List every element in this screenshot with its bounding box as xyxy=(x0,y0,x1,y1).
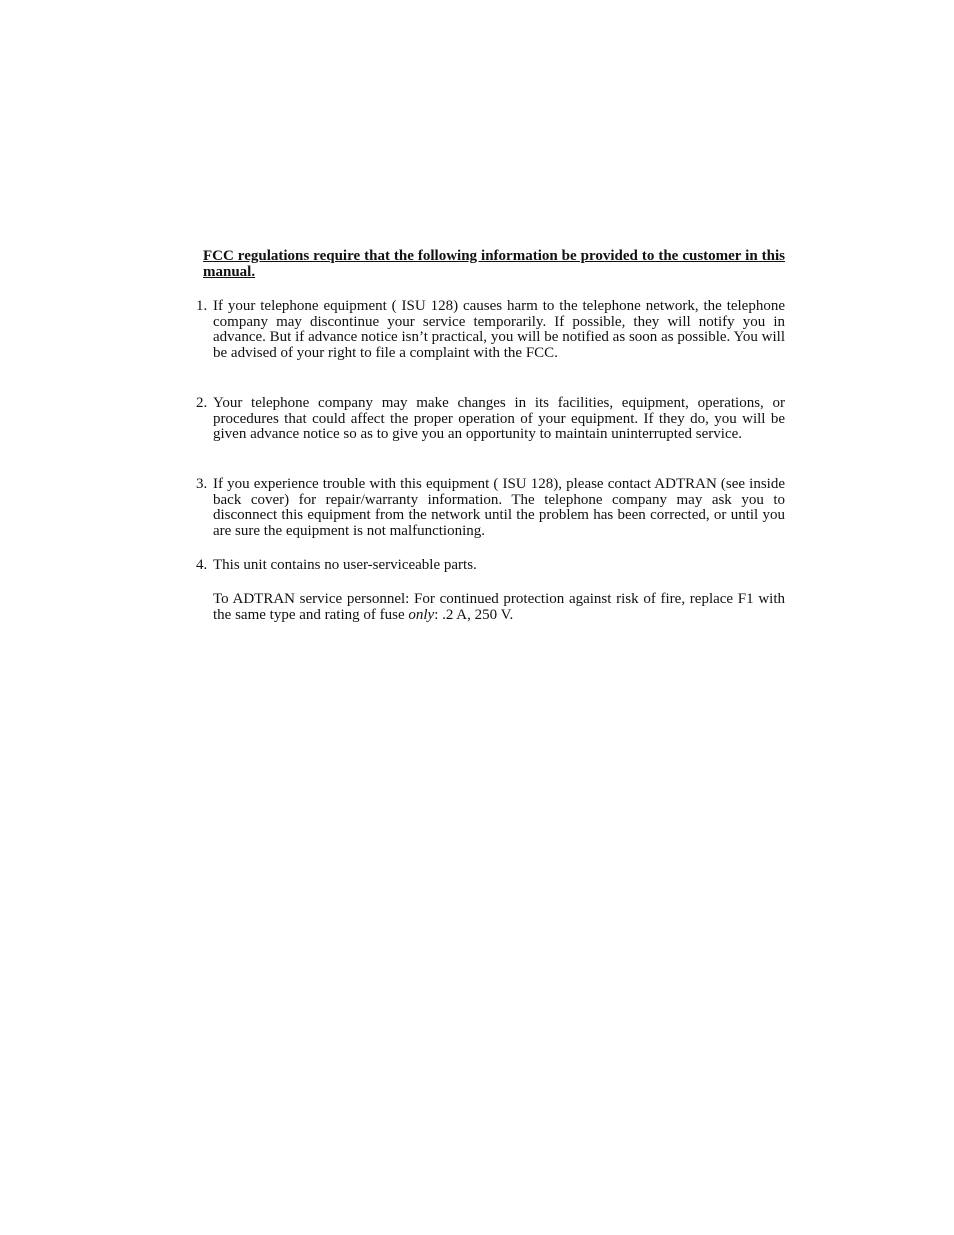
list-item-number: 1. xyxy=(196,298,208,314)
list-item-text: Your telephone company may make changes in its facilities, equipment, operations, or procedures that could affect the proper operation of your equipment. If they do, you will be given advance notice so as to give you an opportunity to maintain uninterrupted service. xyxy=(213,395,785,442)
list-item-3 xyxy=(196,477,785,539)
list-item-2 xyxy=(196,396,785,443)
list-item-1 xyxy=(196,299,785,361)
list-item-text: If your telephone equipment ( ISU 128) causes harm to the telephone network, the telephone company may discontinue your service temporarily. If possible, they will notify you in advance. But if advance notice isn’t practical, you will be notified as soon as possible. You will be advised of your right to file a complaint with the FCC. xyxy=(213,298,785,361)
list-item-text: If you experience trouble with this equipment ( ISU 128), please contact ADTRAN (see inside back cover) for repair/warranty information. The telephone company may ask you to disconnect this equipment from the network until the problem has been corrected, or until you are sure the equipment is not malfunctioning. xyxy=(213,476,785,539)
list-item-number: 2. xyxy=(196,395,208,411)
note-text-before: To ADTRAN service personnel: For continued protection against risk of fire, replace F1 with the same type and rating of fuse xyxy=(213,591,785,623)
list-item-text: This unit contains no user-serviceable parts. xyxy=(213,557,477,573)
fcc-heading: FCC regulations require that the following information be provided to the customer in this manual. xyxy=(203,248,785,280)
list-item-4 xyxy=(196,558,785,574)
service-personnel-note xyxy=(213,592,785,623)
list-item-number: 4. xyxy=(196,557,208,573)
note-text-after: : .2 A, 250 V. xyxy=(434,606,514,623)
note-emphasis: only xyxy=(408,606,435,623)
list-item-number: 3. xyxy=(196,476,208,492)
